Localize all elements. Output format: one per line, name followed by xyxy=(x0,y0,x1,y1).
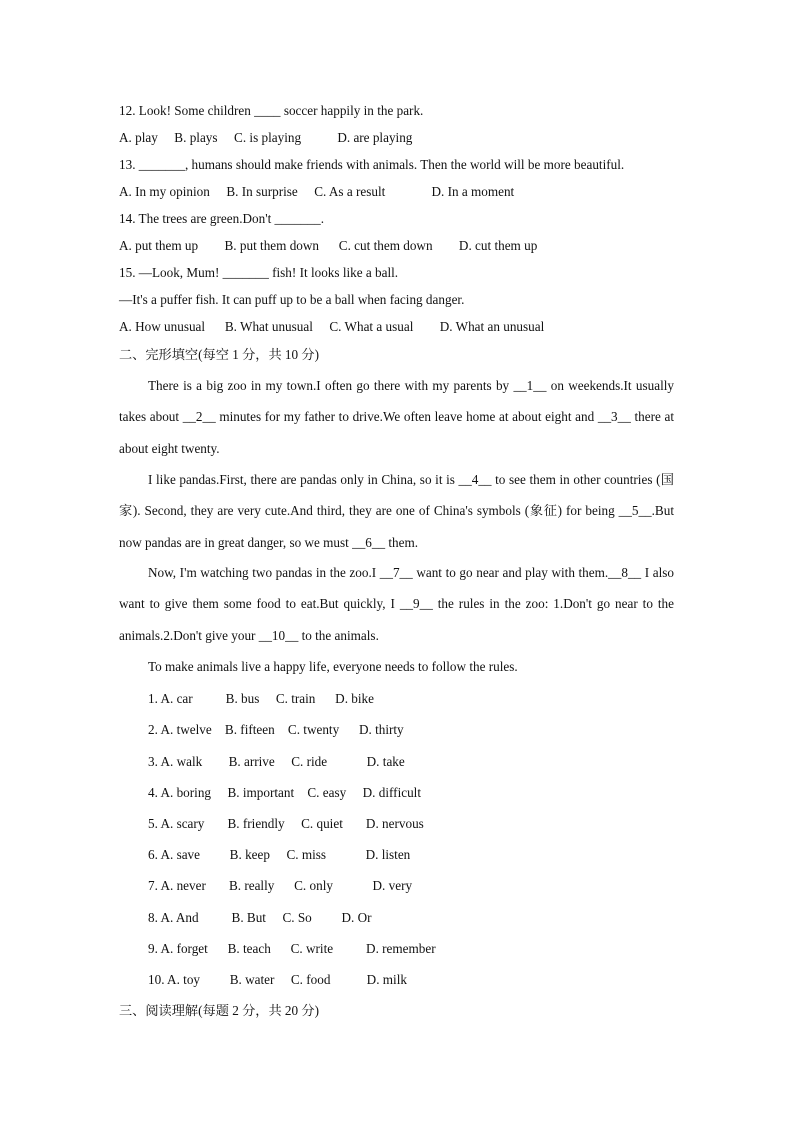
cloze-option-7: 7. A. never B. really C. only D. very xyxy=(148,878,413,893)
cloze-option-10: 10. A. toy B. water C. food D. milk xyxy=(148,972,407,987)
question-12-options: A. play B. plays C. is playing D. are playing xyxy=(119,130,413,145)
cloze-option-1: 1. A. car B. bus C. train D. bike xyxy=(148,691,374,706)
cloze-paragraph-2: I like pandas.First, there are pandas only in China, so it is __4__ to see them in other countries (国家). Second, they are very cute.And third, they are one of China's symbols (象征) for being __5__.But now pandas are in great danger, so we must __6__ them. xyxy=(119,472,674,550)
question-15-options: A. How unusual B. What unusual C. What a usual D. What an unusual xyxy=(119,319,545,334)
section-2-heading: 二、完形填空(每空 1 分，共 10 分) xyxy=(119,347,320,362)
cloze-option-6: 6. A. save B. keep C. miss D. listen xyxy=(148,847,411,862)
cloze-option-2: 2. A. twelve B. fifteen C. twenty D. thirty xyxy=(148,722,404,737)
cloze-option-9: 9. A. forget B. teach C. write D. remember xyxy=(148,941,436,956)
cloze-paragraph-1: There is a big zoo in my town.I often go there with my parents by __1__ on weekends.It usually takes about __2__ minutes for my father to drive.We often leave home at about eight and __3__ there at about eight twenty. xyxy=(119,378,674,456)
cloze-option-3: 3. A. walk B. arrive C. ride D. take xyxy=(148,754,405,769)
question-13: 13. _______, humans should make friends with animals. Then the world will be more beautiful. xyxy=(119,157,625,172)
cloze-paragraph-4: To make animals live a happy life, everyone needs to follow the rules. xyxy=(148,659,518,674)
question-14: 14. The trees are green.Don't _______. xyxy=(119,211,325,226)
cloze-option-4: 4. A. boring B. important C. easy D. difficult xyxy=(148,785,422,800)
question-14-options: A. put them up B. put them down C. cut them down D. cut them up xyxy=(119,238,538,253)
cloze-paragraph-3: Now, I'm watching two pandas in the zoo.I __7__ want to go near and play with them.__8__ I also want to give them some food to eat.But quickly, I __9__ the rules in the zoo: 1.Don't go near to the animals.2.Don't give your __10__ to the animals. xyxy=(119,565,674,643)
cloze-option-8: 8. A. And B. But C. So D. Or xyxy=(148,910,372,925)
question-15: 15. —Look, Mum! _______ fish! It looks like a ball. xyxy=(119,265,399,280)
section-3-heading: 三、阅读理解(每题 2 分，共 20 分) xyxy=(119,1003,320,1018)
question-15-reply: —It's a puffer fish. It can puff up to be a ball when facing danger. xyxy=(119,292,465,307)
question-13-options: A. In my opinion B. In surprise C. As a result D. In a moment xyxy=(119,184,515,199)
cloze-option-5: 5. A. scary B. friendly C. quiet D. nervous xyxy=(148,816,424,831)
question-12: 12. Look! Some children ____ soccer happily in the park. xyxy=(119,103,424,118)
